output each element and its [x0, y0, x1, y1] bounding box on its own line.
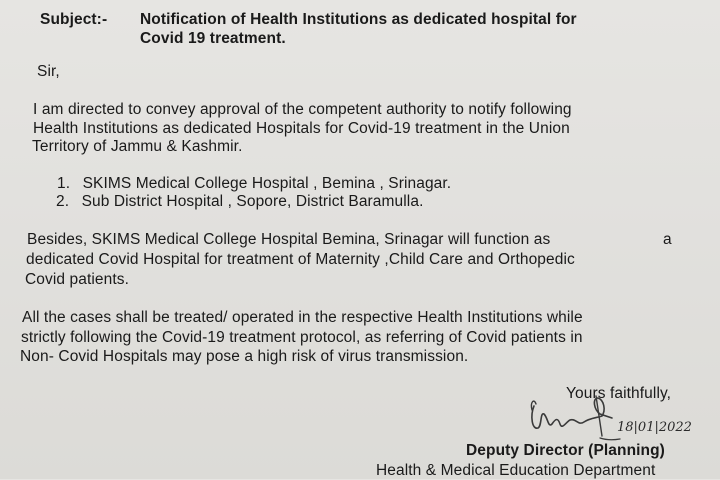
para3-line-1: All the cases shall be treated/ operated in the respective Health Institutions while [22, 309, 583, 326]
salutation: Sir, [37, 63, 60, 80]
subject-label: Subject:- [40, 11, 108, 28]
list-item-text: Sub District Hospital , Sopore, District Baramulla. [81, 193, 424, 210]
list-item-text: SKIMS Medical College Hospital , Bemina , Srinagar. [82, 175, 452, 192]
para1-line-1: I am directed to convey approval of the competent authority to notify following [33, 101, 572, 118]
handwritten-date: 18|01|2022 [617, 420, 692, 435]
department: Health & Medical Education Department [376, 462, 656, 479]
para1-line-3: Territory of Jammu & Kashmir. [32, 138, 243, 155]
list-item-1 [57, 175, 451, 193]
list-number: 2. [56, 193, 70, 210]
para2-line-1: Besides, SKIMS Medical College Hospital Bemina, Srinagar will function as [27, 231, 551, 248]
closing-yours-faithfully: Yours faithfully, [566, 385, 672, 402]
designation: Deputy Director (Planning) [466, 442, 665, 459]
para2-line-1-end: a [663, 231, 672, 248]
subject-line-2: Covid 19 treatment. [140, 30, 286, 47]
para3-line-3: Non- Covid Hospitals may pose a high risk of virus transmission. [20, 348, 469, 365]
list-item-2 [56, 193, 423, 211]
subject-line-1: Notification of Health Institutions as dedicated hospital for [140, 11, 577, 28]
para3-line-2: strictly following the Covid-19 treatment protocol, as referring of Covid patients in [21, 329, 583, 346]
para2-line-3: Covid patients. [25, 271, 130, 288]
para1-line-2: Health Institutions as dedicated Hospitals for Covid-19 treatment in the Union [33, 120, 570, 137]
handwritten-signature [526, 388, 622, 450]
list-number: 1. [57, 175, 71, 192]
para2-line-2: dedicated Covid Hospital for treatment of Maternity ,Child Care and Orthopedic [26, 251, 575, 268]
